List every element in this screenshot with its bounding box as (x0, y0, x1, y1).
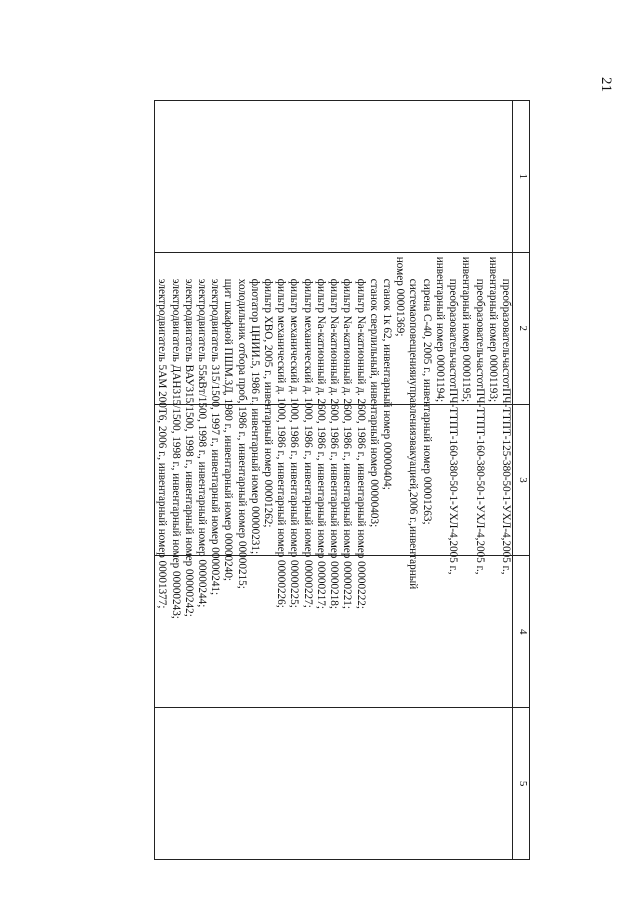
equipment-line-text: фильтр Na-катионный д. 2600, 1986 г., инвентарный номер 00000221; (341, 278, 354, 609)
equipment-line-text: управления (407, 380, 420, 436)
equipment-line (393, 257, 406, 400)
equipment-line (261, 257, 275, 528)
header-col-2: 2 (513, 252, 530, 404)
cell-col-5 (155, 708, 513, 860)
equipment-line (287, 257, 301, 608)
equipment-line-text: номер 00001369; (394, 256, 407, 337)
equipment-line-text: и (407, 374, 420, 381)
equipment-line-text: частот (500, 357, 512, 389)
equipment-line-text: инвентарный номер 00001193; (486, 256, 499, 403)
header-col-1: 1 (513, 101, 530, 253)
equipment-line (234, 257, 248, 589)
equipment-line-text: преобразователь (473, 278, 486, 358)
equipment-line (406, 257, 420, 590)
header-col-4: 4 (513, 556, 530, 708)
equipment-line-text: сирена С-40, 2005 г., инвентарный номер 00001263; (420, 278, 433, 525)
equipment-line-text: электродвигатель 315/1500, 1997 г., инвентарный номер 00000241; (209, 278, 222, 596)
equipment-line (314, 257, 327, 609)
equipment-line-text: щит шкафной ПШМ.3Д, 1980 г., инвентарный номер 00000240; (222, 278, 235, 582)
equipment-line (248, 257, 261, 555)
equipment-line-text: станок 1к 62, инвентарный номер 00000404; (381, 278, 394, 490)
equipment-line-text: преобразователь (500, 278, 512, 358)
equipment-line-text: фильтр Na-катионный д. 2600, 1986 г., инвентарный номер 00000218; (328, 278, 341, 609)
equipment-line-text: электродвигатель ВАУ315/1500, 1998 г., инвентарный номер 00000242; (182, 278, 195, 617)
equipment-line (367, 257, 380, 528)
equipment-line (168, 257, 182, 619)
equipment-line-text: инвентарный номер 00001195; (460, 256, 473, 403)
equipment-line (446, 257, 460, 575)
equipment-line (221, 257, 235, 582)
equipment-line-text: частот (473, 357, 486, 389)
equipment-line-text: фильтр ХВО, 2005 г., инвентарный номер 00001262; (262, 278, 275, 528)
equipment-line (353, 257, 367, 609)
equipment-line-text: фильтр Na-катионный д. 2600, 1986 г., инвентарный номер 00000222; (354, 278, 367, 609)
equipment-line (301, 257, 314, 608)
equipment-line-text: 2005 г., (500, 540, 512, 575)
equipment-line (472, 257, 486, 575)
cell-col-1 (155, 101, 513, 253)
equipment-line (499, 257, 512, 575)
table-header-row (513, 101, 530, 860)
equipment-line (208, 257, 222, 596)
equipment-line (433, 256, 446, 403)
equipment-line-text: 2005 г., (473, 540, 486, 575)
equipment-line (340, 257, 354, 609)
equipment-line-text: ПЧ-ТТПТ-125-380-50-1-УХЛ-4, (500, 388, 512, 541)
equipment-line (419, 257, 433, 525)
equipment-line-text: фильтр механический д. 1000, 1986 г., инвентарный номер 00000227; (301, 278, 314, 608)
equipment-line-text: электродвигатель 5АМ 200Т6, 2006 г., инвентарный номер 00001377; (156, 278, 169, 609)
equipment-line (380, 257, 394, 490)
equipment-line-text: электродвигатель 55кВт/1500, 1998 г., инвентарный номер 00000244; (195, 278, 208, 608)
equipment-line (274, 257, 288, 608)
equipment-line-text: флотатор ЦНИИ.5, 1986 г., инвентарный номер 00000231; (248, 278, 261, 555)
equipment-list-cell (155, 252, 513, 619)
equipment-line (182, 257, 195, 617)
equipment-line-text: эвакуацией, (407, 435, 420, 492)
equipment-line-text: система (407, 278, 420, 317)
equipment-line-text: фильтр механический д. 1000, 1986 г., инвентарный номер 00000225; (288, 278, 301, 608)
header-col-3: 3 (513, 404, 530, 556)
equipment-line-text: ПЧ-ТТПТ-160-380-50-1-УХЛ-4, (447, 388, 460, 541)
table-row (155, 101, 513, 860)
equipment-line-text: холодильник отбора проб, 1986 г., инвентарный номер 00000215; (235, 278, 248, 589)
rotated-table-container (100, 100, 530, 860)
equipment-line-text: станок сверлильный, инвентарный номер 00000403; (367, 278, 380, 528)
equipment-line-text: 2005 г., (447, 540, 460, 575)
equipment-line-text: 2006 г., (407, 491, 420, 526)
inventory-table (154, 100, 530, 860)
equipment-line-text: инвентарный (407, 525, 420, 590)
equipment-line (459, 256, 473, 403)
equipment-line-text: преобразователь (447, 278, 460, 358)
equipment-line-text: фильтр механический д. 1000, 1986 г., инвентарный номер 00000226; (275, 278, 288, 608)
page-number: 21 (598, 77, 614, 92)
equipment-line (155, 257, 169, 609)
equipment-line-text: инвентарный номер 00001194; (433, 256, 446, 403)
header-col-5: 5 (513, 708, 530, 860)
equipment-line-text: фильтр Na-катионный д. 2600, 1986 г., инвентарный номер 00000217; (314, 278, 327, 609)
equipment-line (195, 257, 208, 608)
equipment-line (327, 257, 341, 609)
equipment-line-text: частот (447, 357, 460, 389)
equipment-line (486, 256, 499, 403)
equipment-line-text: электродвигатель ДАН315/1500, 1998 г., инвентарный номер 00000243; (169, 278, 182, 619)
equipment-line-text: ПЧ-ТТПТ-160-380-50-1-УХЛ-4, (473, 388, 486, 541)
equipment-line-text: оповещения (407, 316, 420, 375)
